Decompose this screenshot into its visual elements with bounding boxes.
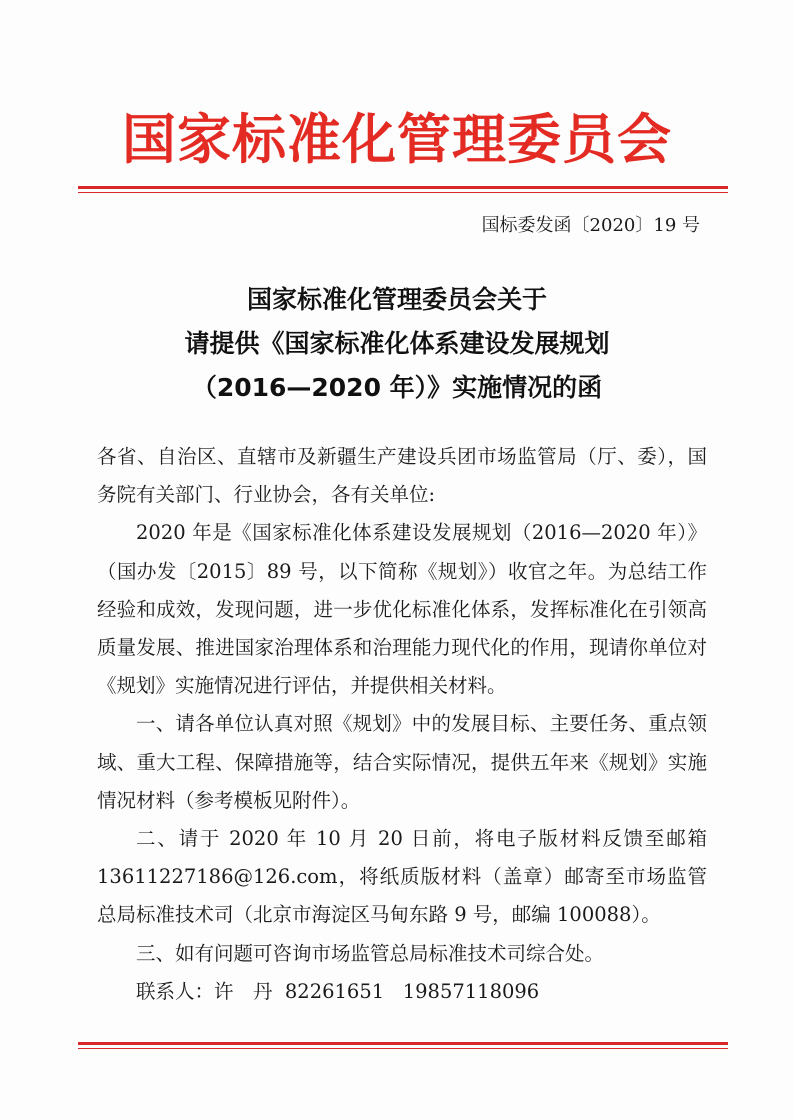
contact-line: 联系人：许 丹 82261651 19857118096 [136,979,540,1003]
title-line-1: 国家标准化管理委员会关于 [246,285,547,314]
document-body [97,438,707,1011]
item-3-paragraph: 三、如有问题可咨询市场监管总局标准技术司综合处。 [136,941,605,965]
addressee: 各省、自治区、直辖市及新疆生产建设兵团市场监管局（厅、委），国务院有关部门、行业协会，各有关单位: [97,445,707,507]
title-line-2: 请提供《国家标准化体系建设发展规划 [184,329,610,358]
footer-rule-thin-line [78,1048,728,1049]
title-line-3: （2016—2020 年）》实施情况的函 [191,373,603,402]
intro-paragraph: 2020 年是《国家标准化体系建设发展规划（2016—2020 年）》（国办发〔2015〕89 号，以下简称《规划》）收官之年。为总结工作经验和成效，发现问题，进一步优化标准化体系，发挥标准化在引领高质量发展、推进国家治理体系和治理能力现代化的作用，现请你单位对《规划》实施情况进行评估，并提供相关材料。 [97,521,707,698]
item-1-paragraph: 一、请各单位认真对照《规划》中的发展目标、主要任务、重点领域、重大工程、保障措施等，结合实际情况，提供五年来《规划》实施情况材料（参考模板见附件）。 [97,712,707,812]
document-number: 国标委发函〔2020〕19 号 [481,215,700,236]
item-2-paragraph: 二、请于 2020 年 10 月 20 日前，将电子版材料反馈至邮箱13611227186@126.com，将纸质版材料（盖章）邮寄至市场监管总局标准技术司（北京市海淀区马甸东路 9 号，邮编 100088）。 [97,827,707,927]
footer-red-rule [78,1042,728,1049]
letterhead-org-name: 国家标准化管理委员会 [122,108,672,171]
rule-thin-line [78,192,728,193]
letterhead-red-rule [78,186,728,193]
document-title [0,278,794,410]
